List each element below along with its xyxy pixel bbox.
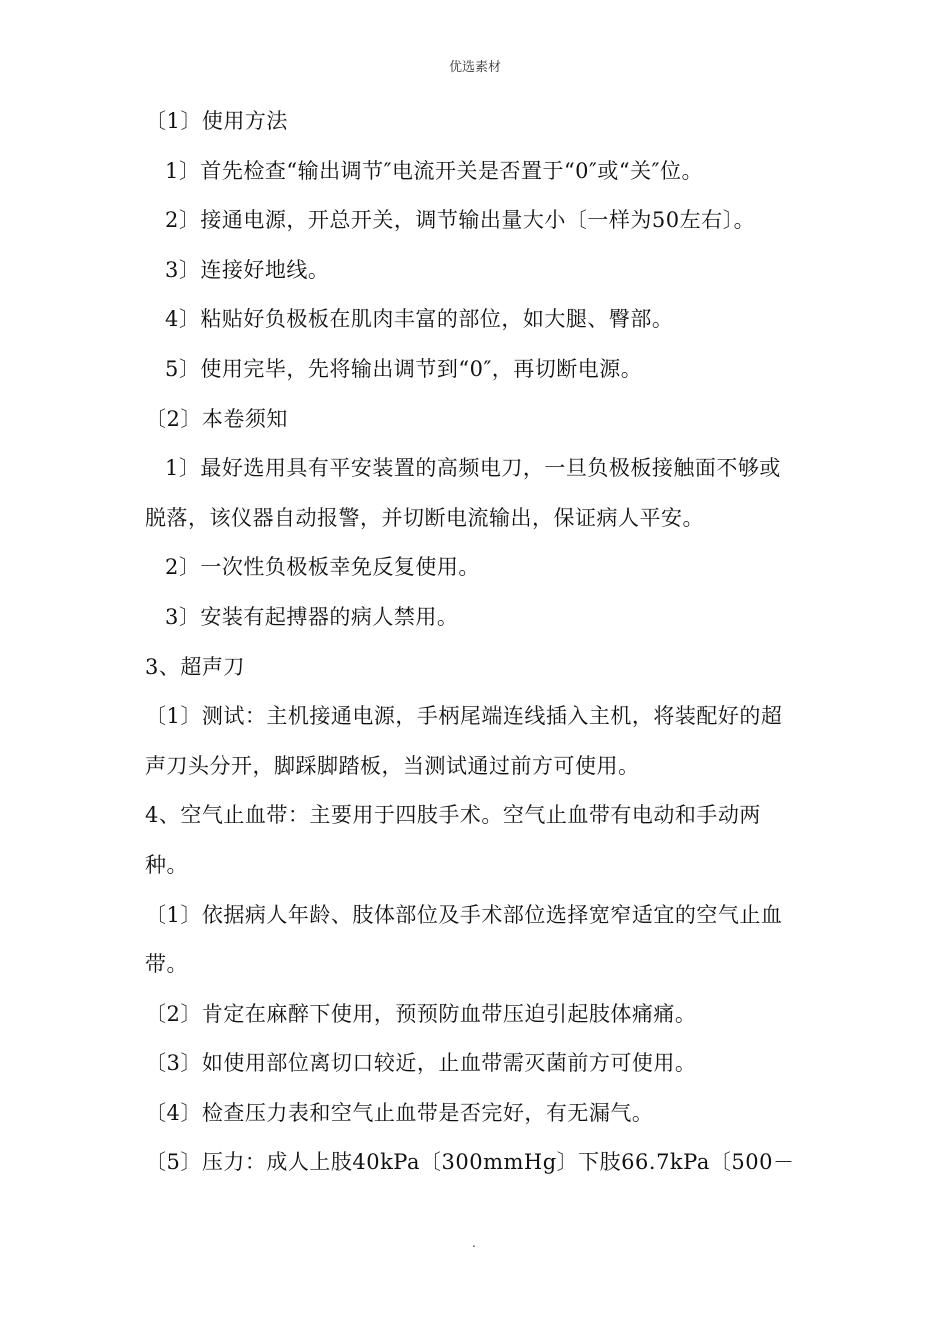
paragraph-continuation: 声刀头分开，脚踩脚踏板，当测试通过前方可使用。 — [145, 753, 640, 778]
list-item: 1〕首先检查“输出调节″电流开关是否置于“0″或“关″位。 — [165, 158, 703, 183]
paragraph: 〔5〕压力：成人上肢40kPa〔300mmHg〕下肢66.7kPa〔500－ — [145, 1150, 795, 1175]
paragraph: 〔1〕测试：主机接通电源，手柄尾端连线插入主机，将装配好的超 — [145, 704, 783, 729]
paragraph: 〔3〕如使用部位离切口较近，止血带需灭菌前方可使用。 — [145, 1051, 697, 1076]
paragraph: 〔2〕肯定在麻醉下使用，预预防血带压迫引起肢体痛痛。 — [145, 1001, 697, 1026]
paragraph-continuation: 种。 — [145, 852, 188, 877]
section-heading: 〔2〕本卷须知 — [145, 406, 288, 431]
list-item: 1〕最好选用具有平安装置的高频电刀，一旦负极板接触面不够或 — [165, 456, 781, 481]
paragraph: 〔4〕检查压力表和空气止血带是否完好，有无漏气。 — [145, 1100, 654, 1125]
page-header: 优选素材 — [448, 60, 501, 75]
page-footer-mark: . — [472, 1236, 476, 1250]
document-body — [145, 104, 810, 1195]
section-heading: 〔1〕使用方法 — [145, 109, 288, 133]
list-item: 5〕使用完毕，先将输出调节到“0″，再切断电源。 — [165, 356, 643, 381]
paragraph-continuation: 带。 — [145, 952, 188, 977]
paragraph-continuation: 脱落，该仪器自动报警，并切断电流输出，保证病人平安。 — [145, 505, 704, 530]
list-item: 4〕粘贴好负极板在肌肉丰富的部位，如大腿、臀部。 — [165, 307, 674, 332]
list-item: 2〕接通电源，开总开关，调节输出量大小〔一样为50左右〕。 — [165, 208, 756, 233]
section-heading: 3、超声刀 — [145, 654, 245, 679]
paragraph: 〔1〕依据病人年龄、肢体部位及手术部位选择宽窄适宜的空气止血 — [145, 902, 783, 927]
section-heading: 4、空气止血带：主要用于四肢手术。空气止血带有电动和手动两 — [145, 803, 761, 828]
list-item: 2〕一次性负极板幸免反复使用。 — [165, 555, 480, 580]
list-item: 3〕连接好地线。 — [165, 257, 330, 282]
list-item: 3〕安装有起搏器的病人禁用。 — [165, 604, 459, 629]
